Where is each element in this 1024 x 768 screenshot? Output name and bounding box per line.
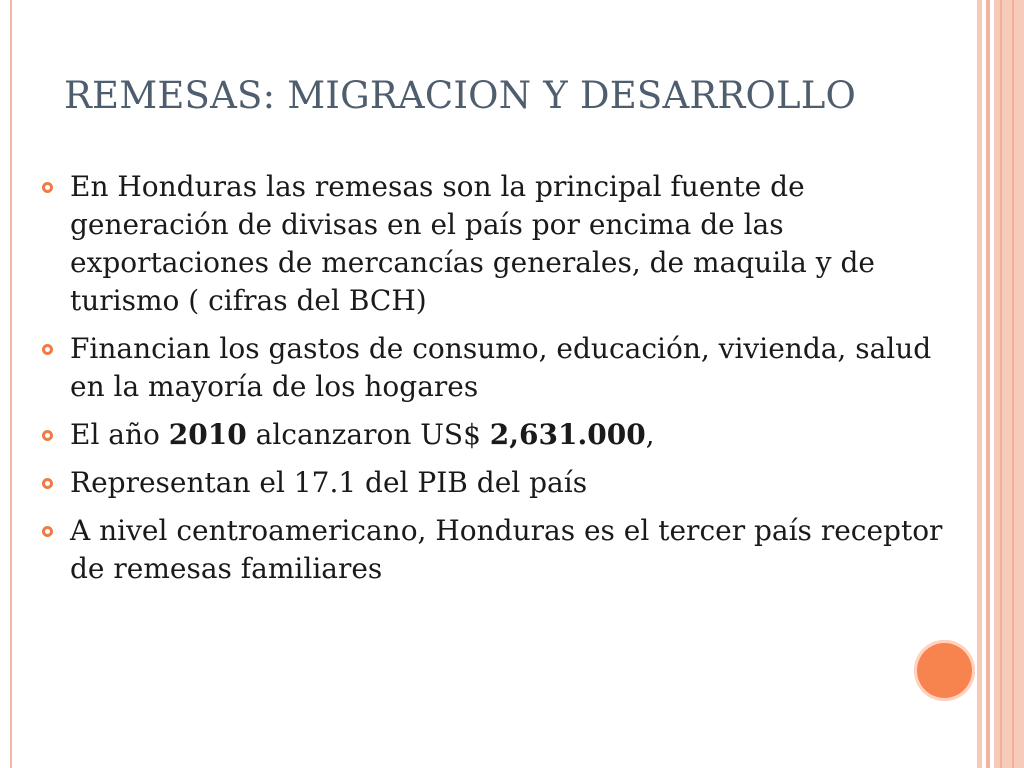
bullet-text: Financian los gastos de consumo, educación, vivienda, salud en la mayoría de los hogares [70,332,932,403]
bullet-item [42,168,954,320]
bullet-list [42,168,954,598]
bullet-circle-icon [42,478,53,489]
left-border-line [10,0,12,768]
right-decor-stripe [994,0,1024,768]
right-decor-stripe [986,0,990,768]
bullet-year: 2010 [168,418,247,451]
bullet-text: Representan el 17.1 del PIB del país [70,466,588,499]
bullet-amount: 2,631.000 [489,418,646,451]
right-decor-stripe [1000,0,1002,768]
bullet-circle-icon [42,526,53,537]
bullet-text: A nivel centroamericano, Honduras es el tercer país receptor de remesas familiares [70,514,943,585]
bullet-circle-icon [42,344,53,355]
bullet-circle-icon [42,182,53,193]
right-decor-stripe [1012,0,1014,768]
bullet-item [42,416,954,454]
bullet-text-part: , [645,418,655,451]
slide-title: REMESAS: MIGRACION Y DESARROLLO [64,74,857,117]
bullet-text-part: El año [70,418,169,451]
bullet-item [42,330,954,406]
bullet-item [42,512,954,588]
bullet-circle-icon [42,430,53,441]
bullet-text: En Honduras las remesas son la principal fuente de generación de divisas en el país por encima de las exportaciones de mercancías generales, de maquila y de turismo ( cifras del BCH) [70,170,875,317]
decorative-circle [914,640,975,701]
bullet-item [42,464,954,502]
right-decor-stripe [977,0,982,768]
bullet-text-part: alcanzaron US$ [246,418,490,451]
